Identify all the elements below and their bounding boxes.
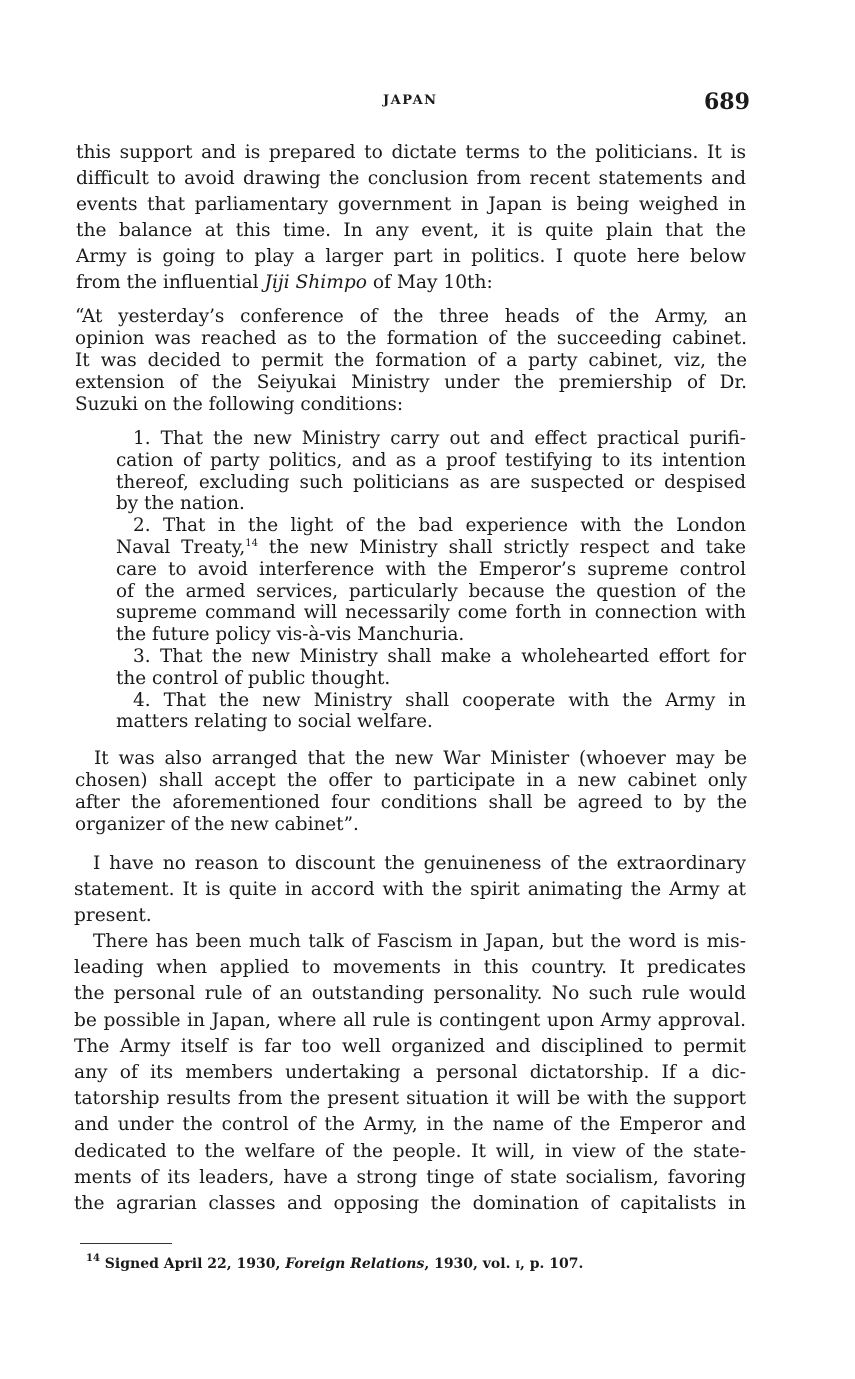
text-line: Suzuki on the following conditions: [75, 394, 404, 415]
text-line: by the nation. [116, 493, 245, 515]
text-line: extension of the Seiyukai Ministry under the premiership of Dr. [75, 372, 747, 393]
text-line: any of its members undertaking a personal dictatorship. If a dic- [74, 1062, 746, 1084]
condition-2: 2. That in the light of the bad experience with the London [133, 515, 746, 537]
text-line: dedicated to the welfare of the people. It will, in view of the state- [74, 1140, 746, 1162]
text-line: leading when applied to movements in this country. It predicates [74, 957, 746, 979]
text-line: the balance at this time. In any event, it is quite plain that the [76, 219, 746, 241]
text-line: Naval Treaty,$^{14}$ the new Ministry shall strictly respect and take [116, 536, 746, 558]
text-line: “At yesterday’s conference of the three heads of the Army, an [75, 306, 747, 327]
text-line: cation of party politics, and as a proof testifying to its intention [116, 449, 746, 471]
paragraph-genuineness [74, 851, 746, 930]
text-line: difficult to avoid drawing the conclusion from recent statements and [76, 167, 746, 189]
text-line: the future policy vis-à-vis Manchuria. [116, 624, 465, 646]
condition-4: 4. That the new Ministry shall cooperate with the Army in [133, 689, 746, 711]
running-head: JAPAN [383, 93, 438, 108]
text-line: this support and is prepared to dictate terms to the politicians. It is [76, 142, 746, 163]
paragraph-fascism [74, 929, 746, 1217]
text-line: events that parliamentary government in Japan is being weighed in [76, 193, 746, 215]
text-line: organizer of the new cabinet”. [75, 814, 359, 835]
text-line: supreme command will necessarily come forth in connection with [116, 602, 746, 624]
page-number: 689 [704, 89, 750, 115]
text-line: statement. It is quite in accord with the spirit animating the Army at [74, 879, 746, 901]
quotation-closing [75, 748, 747, 836]
conditions-list [116, 428, 746, 733]
paragraph-intro [76, 140, 746, 295]
footnote: $^{14}$ Signed April 22, 1930, Foreign Relations, 1930, vol. i, p. 107. [86, 1253, 584, 1272]
text-line: present. [74, 905, 152, 927]
text-line: of the armed services, particularly because the question of the [116, 580, 746, 602]
text-line: tatorship results from the present situation it will be with the support [74, 1088, 746, 1110]
text-line: chosen) shall accept the offer to participate in a new cabinet only [75, 770, 747, 791]
text-line: opinion was reached as to the formation of the succeeding cabinet. [75, 328, 747, 349]
text-line: thereof, excluding such politicians as are suspected or despised [116, 471, 746, 493]
text-line: I have no reason to discount the genuineness of the extraordinary [93, 853, 746, 874]
text-line: the control of public thought. [116, 667, 391, 689]
text-line: There has been much talk of Fascism in Japan, but the word is mis- [93, 931, 746, 952]
condition-3: 3. That the new Ministry shall make a wholehearted effort for [133, 645, 746, 667]
text-line: be possible in Japan, where all rule is contingent upon Army approval. [74, 1009, 746, 1031]
text-line: It was also arranged that the new War Minister (whoever may be [94, 748, 747, 769]
footnote-number: 14 [86, 1253, 100, 1264]
footnote-divider [80, 1243, 172, 1244]
text-line: matters relating to social welfare. [116, 711, 433, 733]
text-line: the agrarian classes and opposing the domination of capitalists in [74, 1193, 746, 1215]
text-line: Army is going to play a larger part in politics. I quote here below [76, 245, 746, 267]
newspaper-title: Jiji Shimpo [264, 271, 367, 293]
text-line: after the aforementioned four conditions shall be agreed to by the [75, 792, 747, 813]
footnote-reference: 14 [245, 537, 258, 549]
text-line: The Army itself is far too well organized and disciplined to permit [74, 1035, 746, 1057]
text-line: It was decided to permit the formation of a party cabinet, viz, the [75, 350, 747, 371]
condition-1: 1. That the new Ministry carry out and effect practical purifi- [133, 428, 746, 449]
text-line: from the influential Jiji Shimpo of May 10th: [76, 271, 493, 293]
text-line: ments of its leaders, have a strong tinge of state socialism, favoring [74, 1166, 746, 1188]
text-line: and under the control of the Army, in the name of the Emperor and [74, 1114, 746, 1136]
text-line: the personal rule of an outstanding personality. No such rule would [74, 983, 746, 1005]
publication-title: Foreign Relations [285, 1256, 425, 1272]
quotation-opening [75, 306, 747, 416]
text-line: care to avoid interference with the Emperor’s supreme control [116, 558, 746, 580]
